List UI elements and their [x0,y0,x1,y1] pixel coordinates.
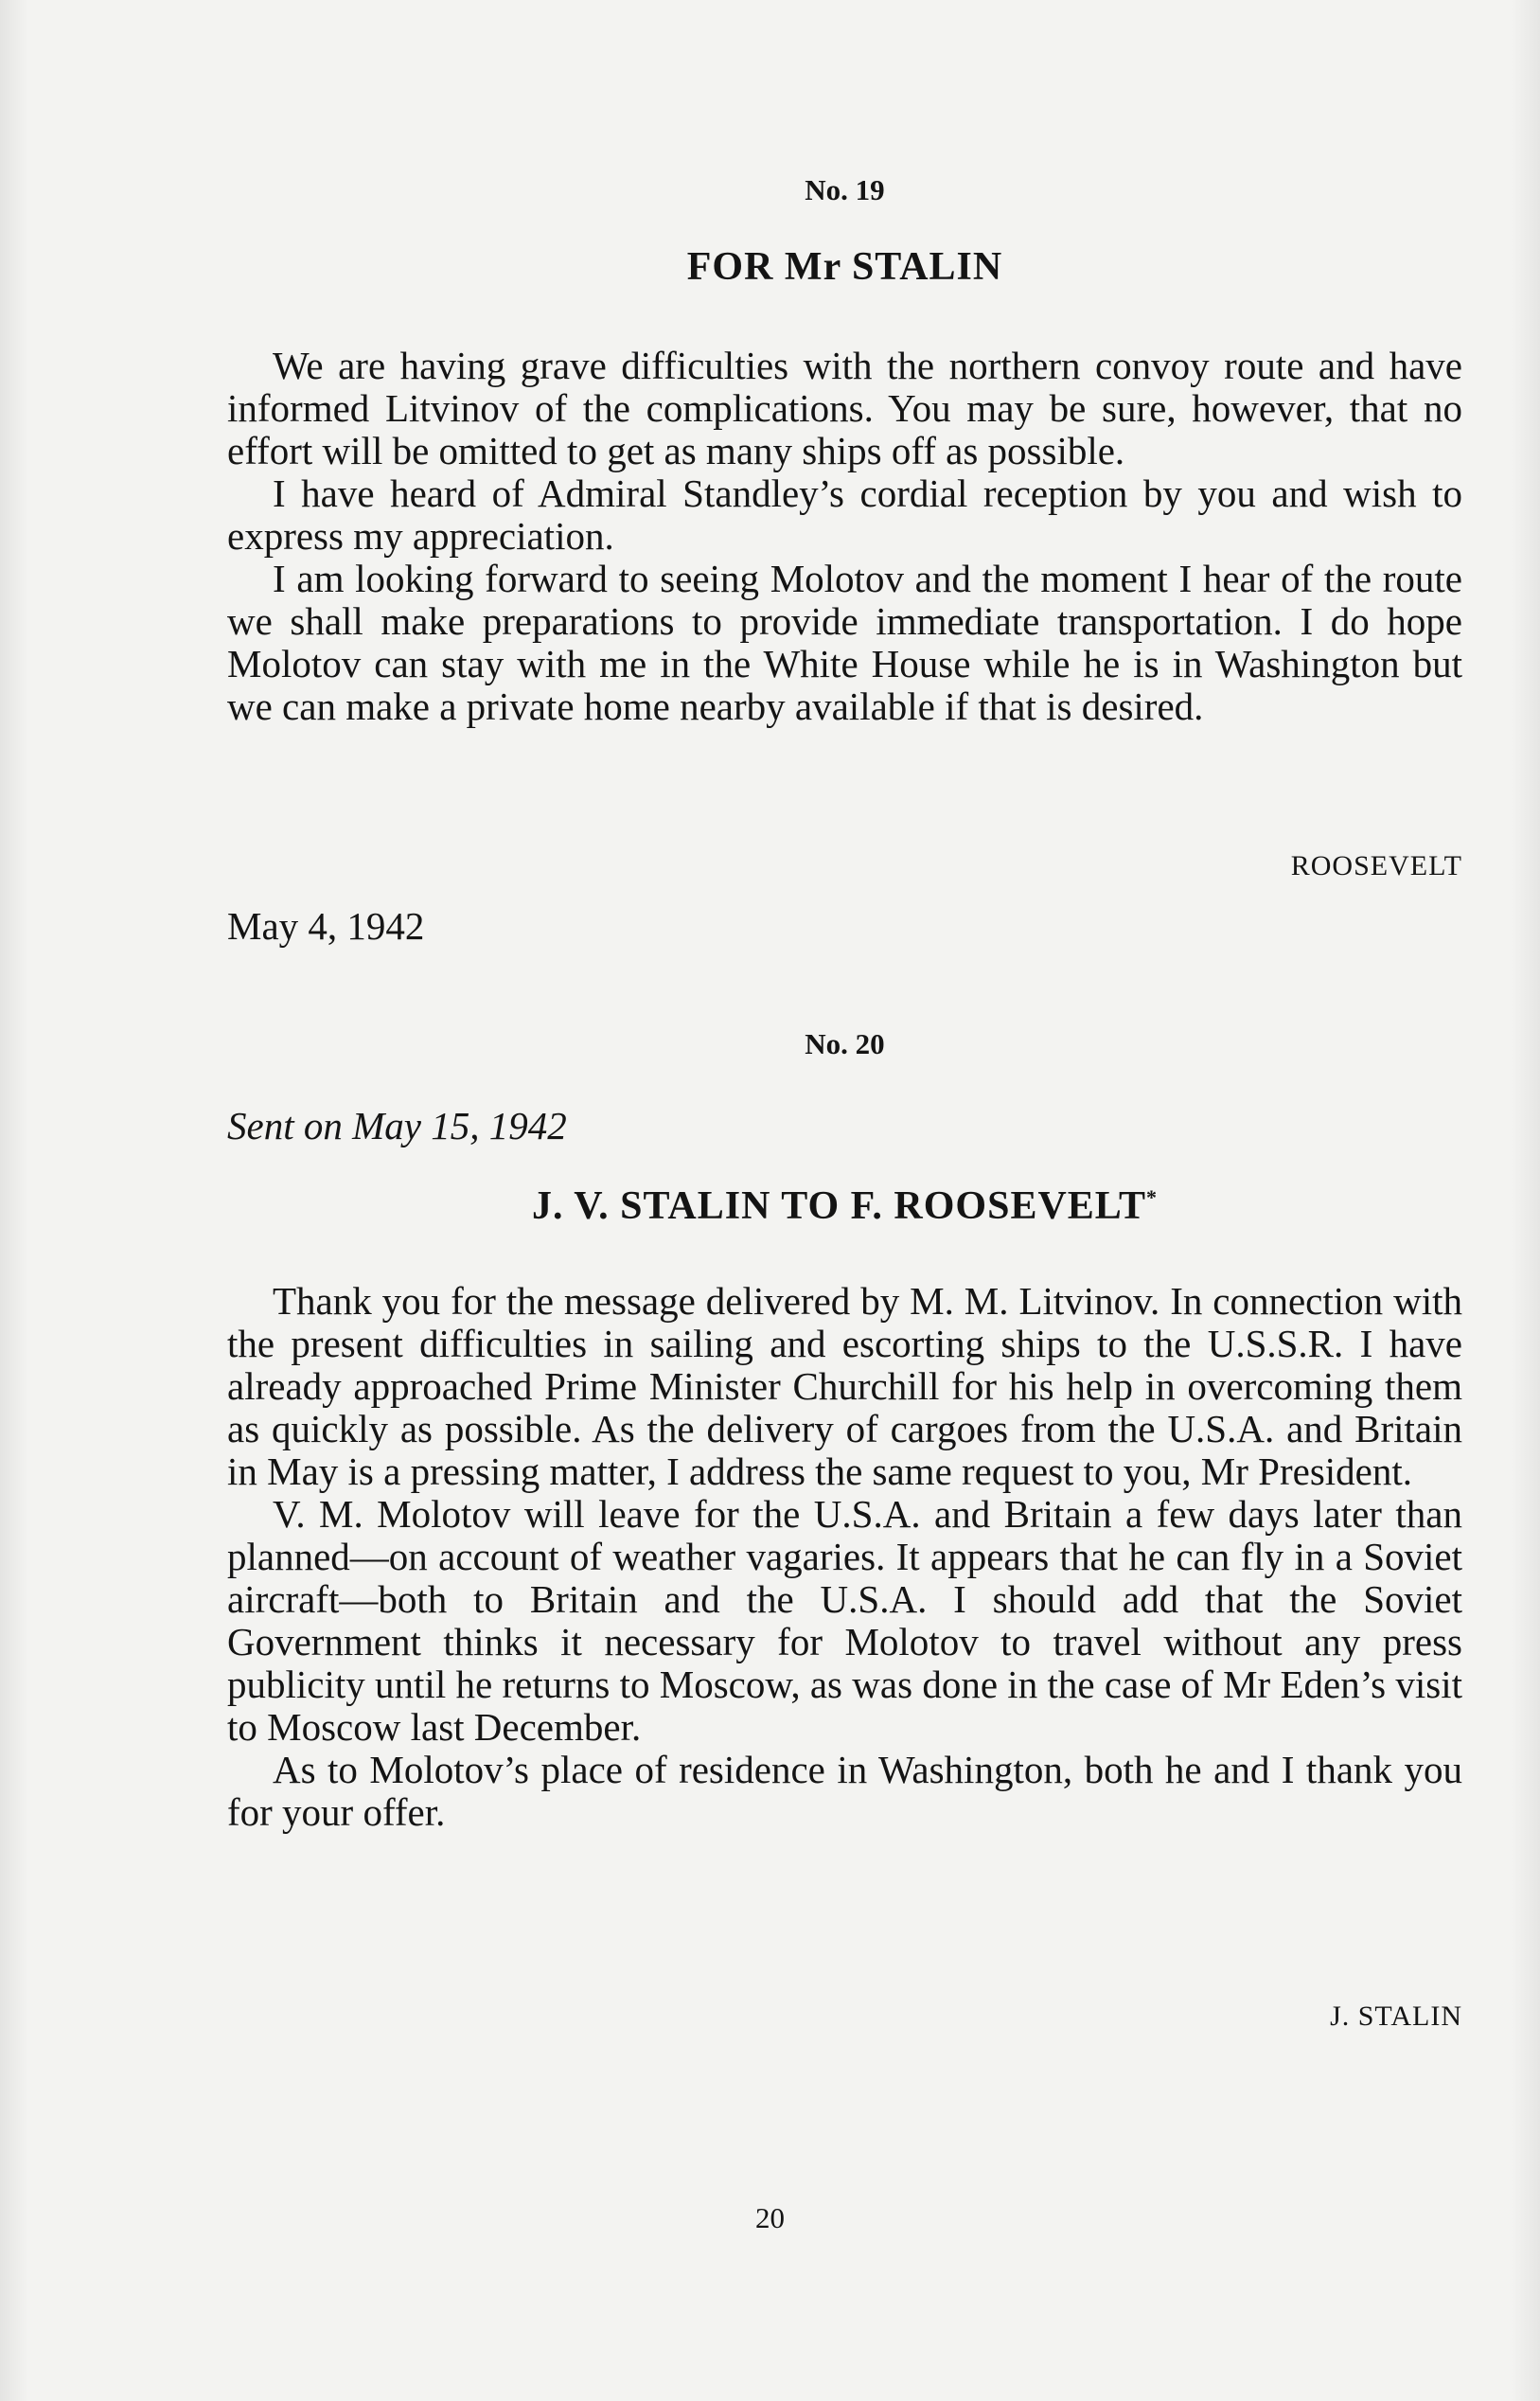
message-20-body [227,1280,1462,1834]
message-20-paragraph: V. M. Molotov will leave for the U.S.A. and Britain a few days later than planned—on account of weather vagaries. It appears that he can fly in a Soviet aircraft—both to Britain and the U.S.A. I should add that the Soviet Government thinks it necessary for Molotov to travel without any press publicity until he returns to Moscow, as was done in the case of Mr Eden’s visit to Moscow last December. [227,1492,1462,1749]
heading-text: J. V. STALIN TO F. ROOSEVELT [532,1184,1146,1228]
document-number-20: No. 20 [805,1027,885,1060]
message-19-body [227,345,1462,728]
sent-date: Sent on May 15, 1942 [227,1104,567,1147]
page-number: 20 [755,2201,785,2234]
heading-for-mr-stalin: FOR Mr STALIN [686,245,1003,289]
message-19-paragraph: I have heard of Admiral Standley’s cordial reception by you and wish to express my appreciation. [227,471,1462,558]
signature-roosevelt: ROOSEVELT [1290,850,1462,881]
document-number-19: No. 19 [805,173,885,206]
heading-stalin-to-roosevelt [227,1183,1462,1229]
message-19-paragraph: We are having grave difficulties with the northern convoy route and have informed Litvinov of the complications. You may be sure, however, that no effort will be omitted to get as many ships off as possible. [227,344,1462,472]
footnote-mark: * [1145,1185,1158,1209]
message-20-paragraph: Thank you for the message delivered by M. M. Litvinov. In connection with the present difficulties in sailing and escorting ships to the U.S.S.R. I have already approached Prime Minister Churchill for his help in overcoming them as quickly as possible. As the delivery of cargoes from the U.S.A. and Britain in May is a pressing matter, I address the same request to you, Mr President. [227,1279,1462,1493]
message-19-date: May 4, 1942 [227,904,425,948]
signature-stalin: J. STALIN [1330,2001,1462,2032]
message-20-paragraph: As to Molotov’s place of residence in Washington, both he and I thank you for your offer. [227,1748,1462,1834]
message-19-paragraph: I am looking forward to seeing Molotov and the moment I hear of the route we shall make preparations to provide immediate transportation. I do hope Molotov can stay with me in the White House while he is in Washington but we can make a private home nearby available if that is desired. [227,557,1462,728]
